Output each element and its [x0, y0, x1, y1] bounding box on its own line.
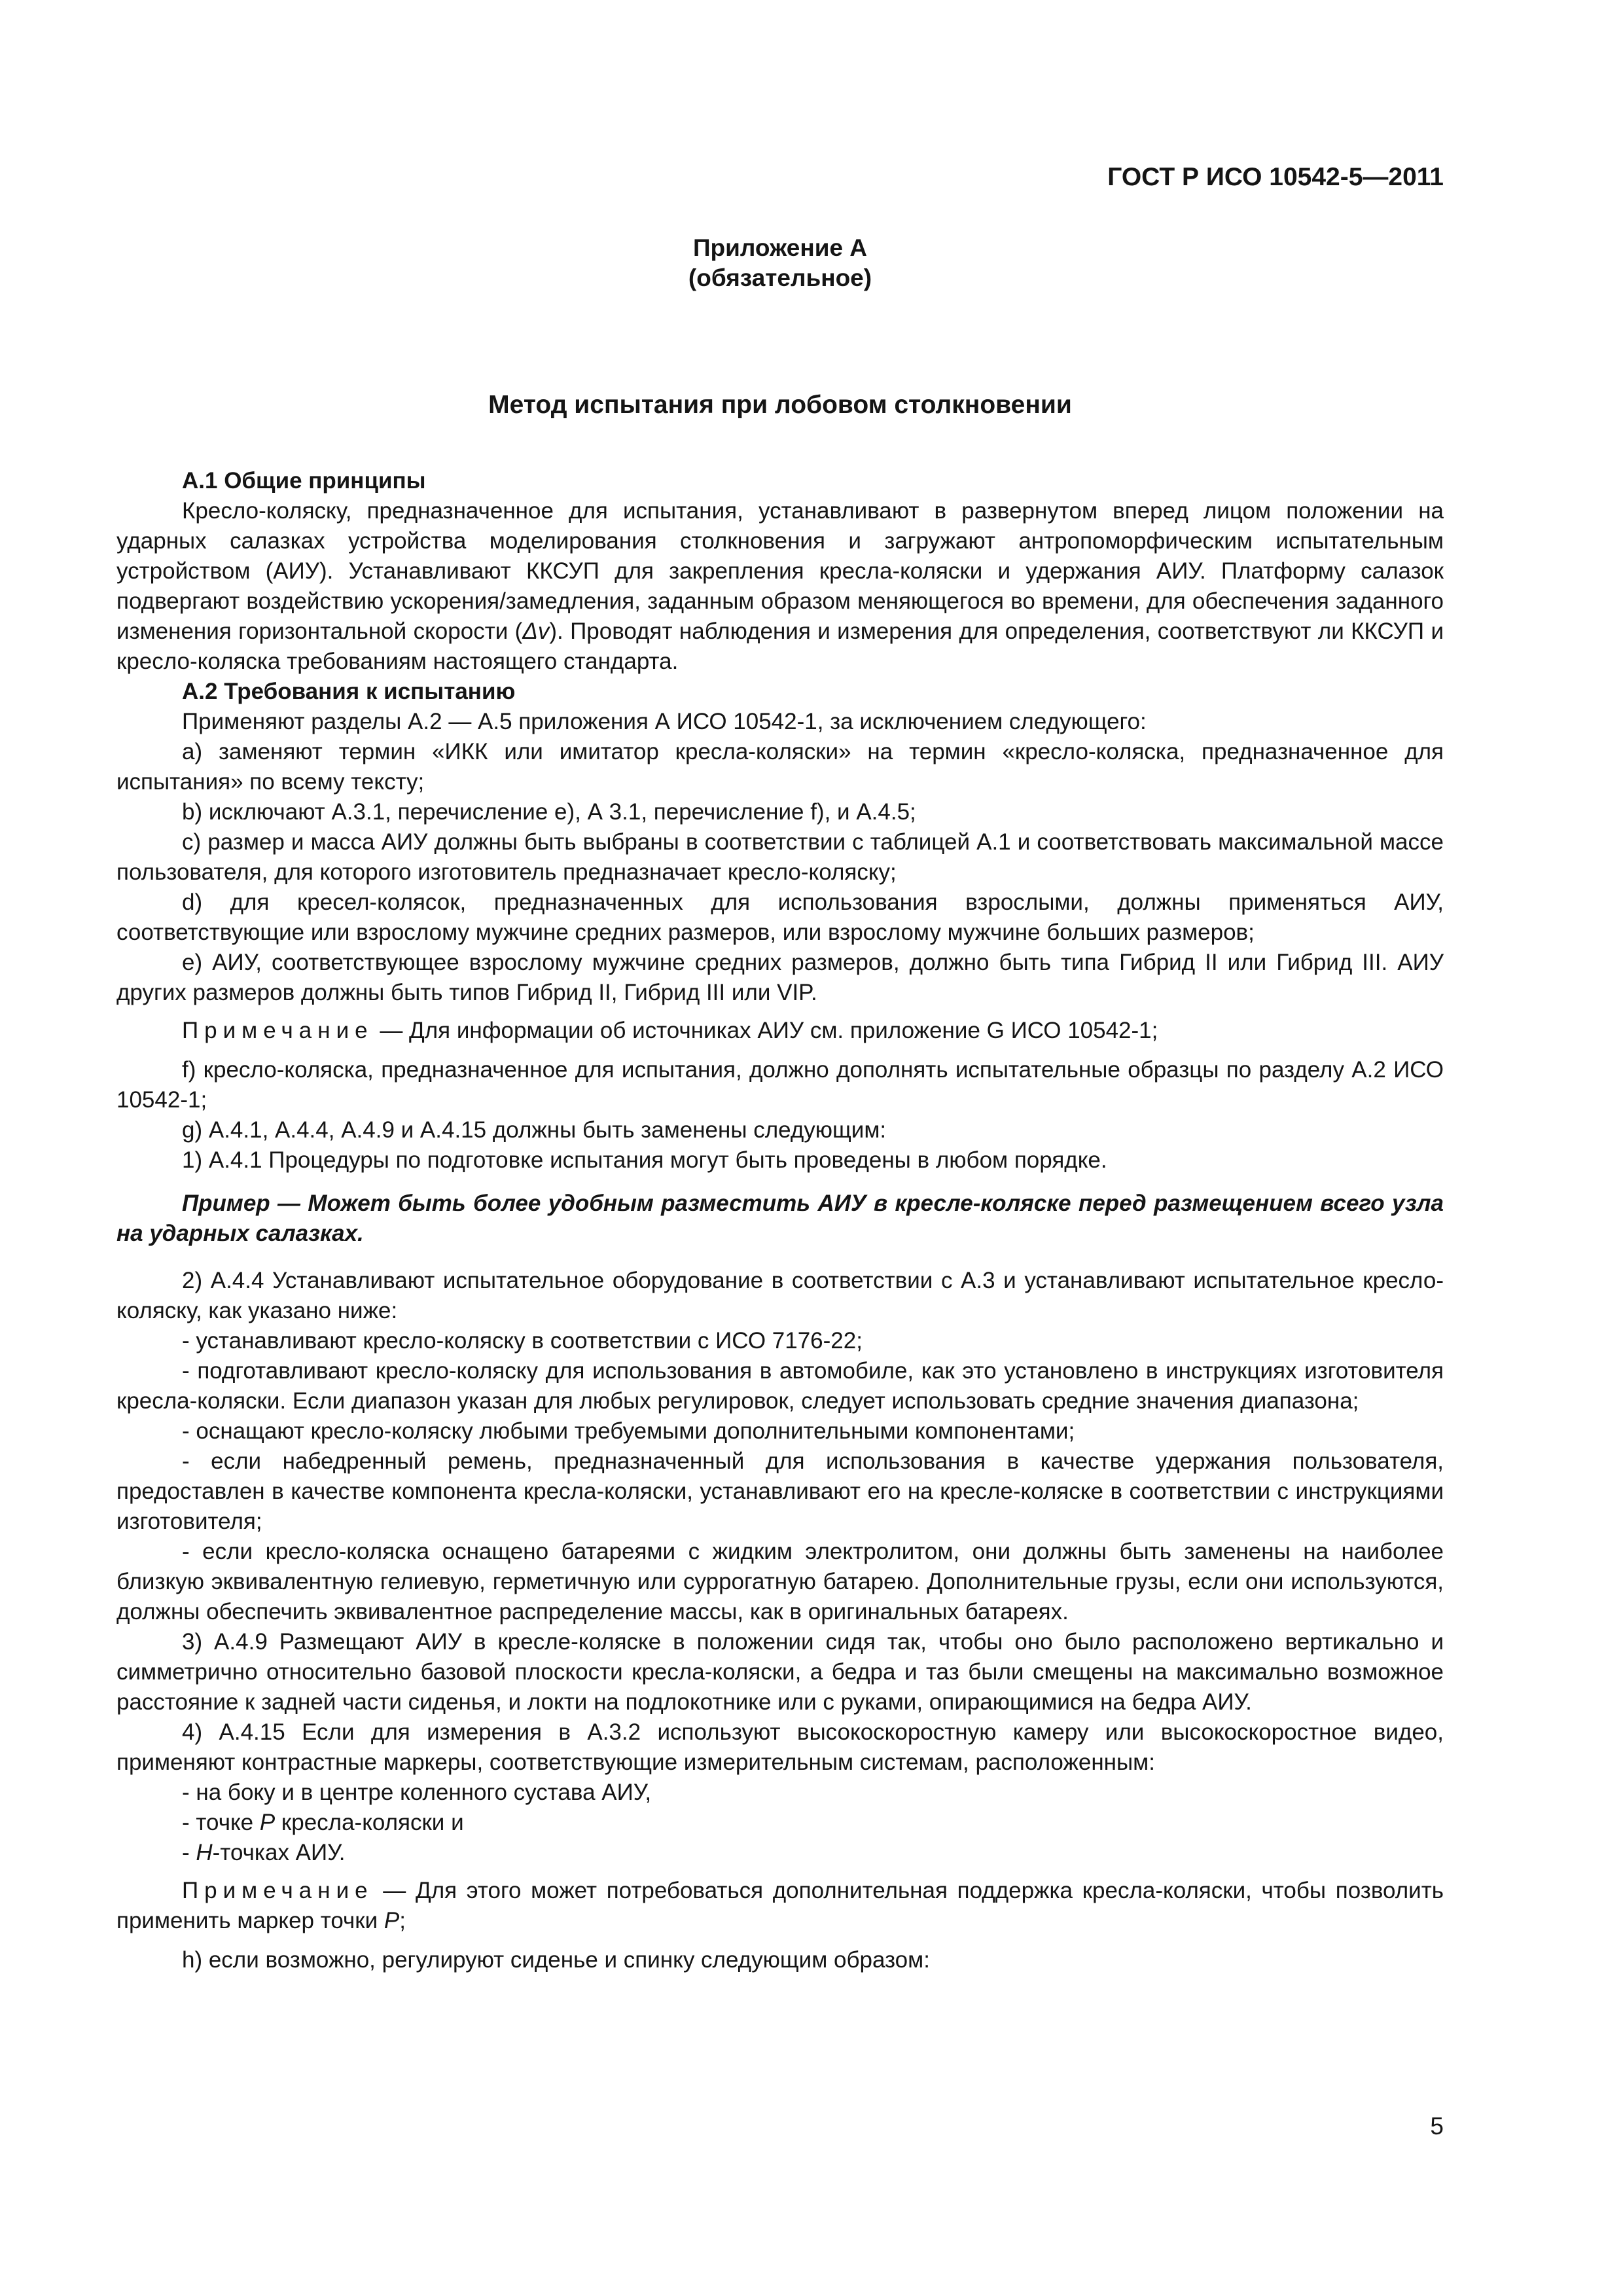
dash-item: - оснащают кресло-коляску любыми требуемыми дополнительными компонентами; [182, 1418, 1075, 1444]
subitem-g1: 1) А.4.1 Процедуры по подготовке испытания могут быть проведены в любом порядке. [182, 1147, 1107, 1173]
annex-main-title: Метод испытания при лобовом столкновении [488, 391, 1072, 419]
note-text-end: ; [399, 1908, 406, 1933]
list-item-g: g) А.4.1, А.4.4, А.4.9 и А.4.15 должны быть заменены следующим: [182, 1117, 887, 1143]
list-item-h: h) если возможно, регулируют сиденье и спинку следующим образом: [182, 1947, 930, 1973]
dash-item: - на боку и в центре коленного сустава АИУ, [182, 1780, 652, 1805]
dash-item [116, 1838, 1444, 1868]
dash-item: - если кресло-коляска оснащено батареями с жидким электролитом, они должны быть заменены на наиболее близкую эквивалентную гелиевую, герметичную или суррогатную батарею. Дополнительные грузы, если они используются, должны обеспечить эквивалентное распределение массы, как в оригинальных батареях. [116, 1539, 1444, 1624]
delta-v-symbol: Δv [522, 619, 550, 644]
note-label: Примечание [182, 1018, 374, 1043]
section-a2-intro: Применяют разделы А.2 — А.5 приложения А ИСО 10542-1, за исключением следующего: [182, 709, 1147, 734]
list-item-e: e) АИУ, соответствующее взрослому мужчине средних размеров, должно быть типа Гибрид II или Гибрид III. АИУ других размеров должны быть типов Гибрид II, Гибрид III или VIP. [116, 950, 1444, 1005]
item-text: -точках АИУ. [212, 1840, 346, 1865]
subitem-g4: 4) А.4.15 Если для измерения в А.3.2 используют высокоскоростную камеру или высокоскоростное видео, применяют контрастные маркеры, соответствующие измерительным системам, расположенным: [116, 1719, 1444, 1775]
note-2 [116, 1876, 1444, 1936]
note-text: — Для информации об источниках АИУ см. приложение G ИСО 10542-1; [373, 1018, 1158, 1043]
subitem-g2: 2) А.4.4 Устанавливают испытательное оборудование в соответствии с А.3 и устанавливают испытательное кресло-коляску, как указано ниже: [116, 1268, 1444, 1323]
annex-title: Приложение А [692, 234, 868, 261]
subitem-g3: 3) А.4.9 Размещают АИУ в кресле-коляске в положении сидя так, чтобы оно было расположено вертикально и симметрично относительно базовой плоскости кресла-коляски, а бедра и таз были смещены на максимально возможное расстояние к задней части сиденья, и локти на подлокотнике или с руками, опирающимися на бедра АИУ. [116, 1629, 1444, 1715]
paragraph-text: Кресло-коляску, предназначенное для испытания, устанавливают в развернутом вперед лицом положении на ударных салазках устройства моделирования столкновения и загружают антропоморфическим испытательным устройством (АИУ). Устанавливают ККСУП для закрепления кресла-коляски и удержания АИУ. Платформу салазок подвергают воздействию ускорения/замедления, заданным образом меняющегося во времени, для обеспечения заданного изменения горизонтальной скорости ( [116, 498, 1444, 644]
list-item-c: c) размер и масса АИУ должны быть выбраны в соответствии с таблицей А.1 и соответствовать максимальной массе пользователя, для которого изготовитель предназначает кресло-коляску; [116, 829, 1444, 885]
list-item-f: f) кресло-коляска, предназначенное для испытания, должно дополнять испытательные образцы по разделу А.2 ИСО 10542-1; [116, 1057, 1444, 1113]
note-text: — Для этого может потребоваться дополнительная поддержка кресла-коляски, чтобы позволить применить маркер точки [116, 1878, 1444, 1933]
section-a1-paragraph [116, 496, 1444, 677]
item-text: кресла-коляски и [275, 1810, 464, 1835]
dash-item: - устанавливают кресло-коляску в соответствии с ИСО 7176-22; [182, 1328, 863, 1354]
section-a2-heading: А.2 Требования к испытанию [182, 679, 516, 704]
list-item-b: b) исключают А.3.1, перечисление е), А 3.1, перечисление f), и А.4.5; [182, 799, 916, 825]
item-text: - [182, 1840, 196, 1865]
annex-status: (обязательное) [688, 264, 872, 291]
point-p-symbol: Р [383, 1908, 400, 1933]
point-p-symbol: Р [259, 1810, 276, 1835]
point-h-symbol: Н [196, 1840, 213, 1865]
annex-heading [116, 233, 1444, 293]
dash-item: - подготавливают кресло-коляску для использования в автомобиле, как это установлено в инструкциях изготовителя кресла-коляски. Если диапазон указан для любых регулировок, следует использовать средние значения диапазона; [116, 1358, 1444, 1414]
list-item-d: d) для кресел-колясок, предназначенных для использования взрослыми, должны применяться АИУ, соответствующие или взрослому мужчине средних размеров, или взрослому мужчине больших размеров; [116, 889, 1444, 945]
page-number: 5 [1430, 2113, 1444, 2140]
item-text: - точке [182, 1810, 260, 1835]
paragraph-text: ). Проводят наблюдения и измерения для определения, соответствуют ли ККСУП и кресло-коляска требованиям настоящего стандарта. [116, 619, 1444, 674]
dash-item: - если набедренный ремень, предназначенный для использования в качестве удержания пользователя, предоставлен в качестве компонента кресла-коляски, устанавливают его на кресле-коляске в соответствии с инструкциями изготовителя; [116, 1448, 1444, 1534]
dash-item [116, 1808, 1444, 1838]
list-item-a: a) заменяют термин «ИКК или имитатор кресла-коляски» на термин «кресло-коляска, предназначенное для испытания» по всему тексту; [116, 739, 1444, 795]
example-paragraph: Пример — Может быть более удобным разместить АИУ в кресле-коляске перед размещением всего узла на ударных салазках. [116, 1191, 1444, 1246]
document-body [116, 466, 1444, 1975]
standard-designation: ГОСТ Р ИСО 10542-5—2011 [1107, 163, 1444, 191]
section-a1-heading: А.1 Общие принципы [182, 468, 426, 493]
note-label: Примечание [182, 1878, 374, 1903]
note-1 [116, 1016, 1444, 1046]
